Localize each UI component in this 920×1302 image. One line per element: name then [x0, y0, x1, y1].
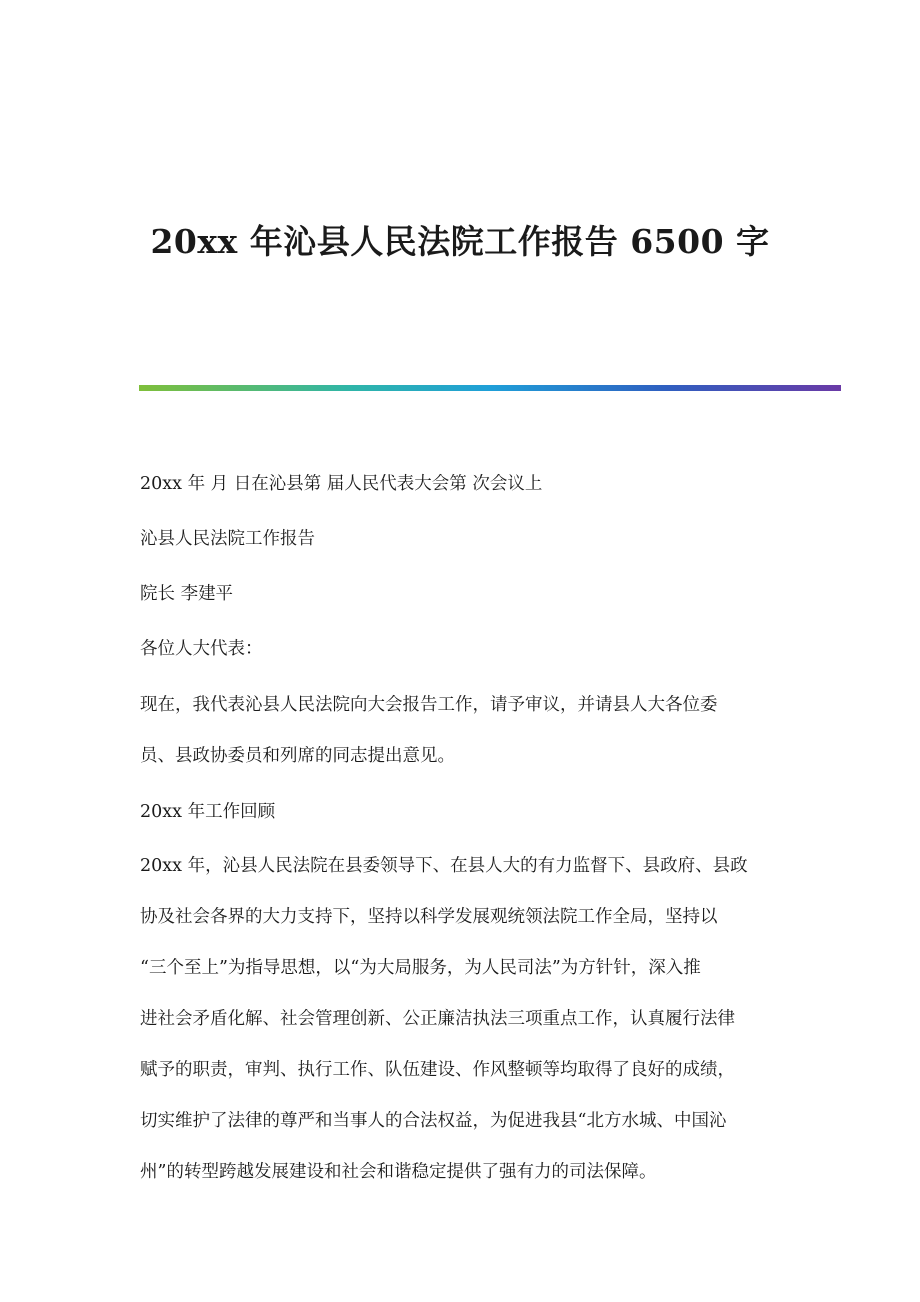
meeting-line: 20xx 年 月 日在沁县第 届人民代表大会第 次会议上 [140, 474, 543, 494]
intro-paragraph [140, 680, 780, 782]
body-paragraph [140, 841, 780, 1198]
body-line: “三个至上”为指导思想，以“为大局服务，为人民司法”为方针针，深入推 [140, 958, 701, 978]
title-divider [139, 385, 841, 391]
report-name: 沁县人民法院工作报告 [140, 529, 315, 549]
speaker-line: 院长 李建平 [140, 584, 234, 604]
salutation: 各位人大代表： [140, 639, 263, 659]
body-line: 20xx 年，沁县人民法院在县委领导下、在县人大的有力监督下、县政府、县政 [140, 856, 748, 876]
body-line: 赋予的职责，审判、执行工作、队伍建设、作风整顿等均取得了良好的成绩， [140, 1060, 735, 1080]
section-heading: 20xx 年工作回顾 [140, 802, 276, 822]
document-title: 20xx 年沁县人民法院工作报告 6500 字 [150, 222, 770, 261]
body-line: 进社会矛盾化解、社会管理创新、公正廉洁执法三项重点工作，认真履行法律 [140, 1009, 735, 1029]
body-line: 切实维护了法律的尊严和当事人的合法权益，为促进我县“北方水城、中国沁 [140, 1111, 727, 1131]
intro-line: 员、县政协委员和列席的同志提出意见。 [140, 746, 455, 766]
body-line: 州”的转型跨越发展建设和社会和谐稳定提供了强有力的司法保障。 [140, 1162, 657, 1182]
body-line: 协及社会各界的大力支持下，坚持以科学发展观统领法院工作全局，坚持以 [140, 907, 718, 927]
intro-line: 现在，我代表沁县人民法院向大会报告工作，请予审议，并请县人大各位委 [140, 695, 718, 715]
